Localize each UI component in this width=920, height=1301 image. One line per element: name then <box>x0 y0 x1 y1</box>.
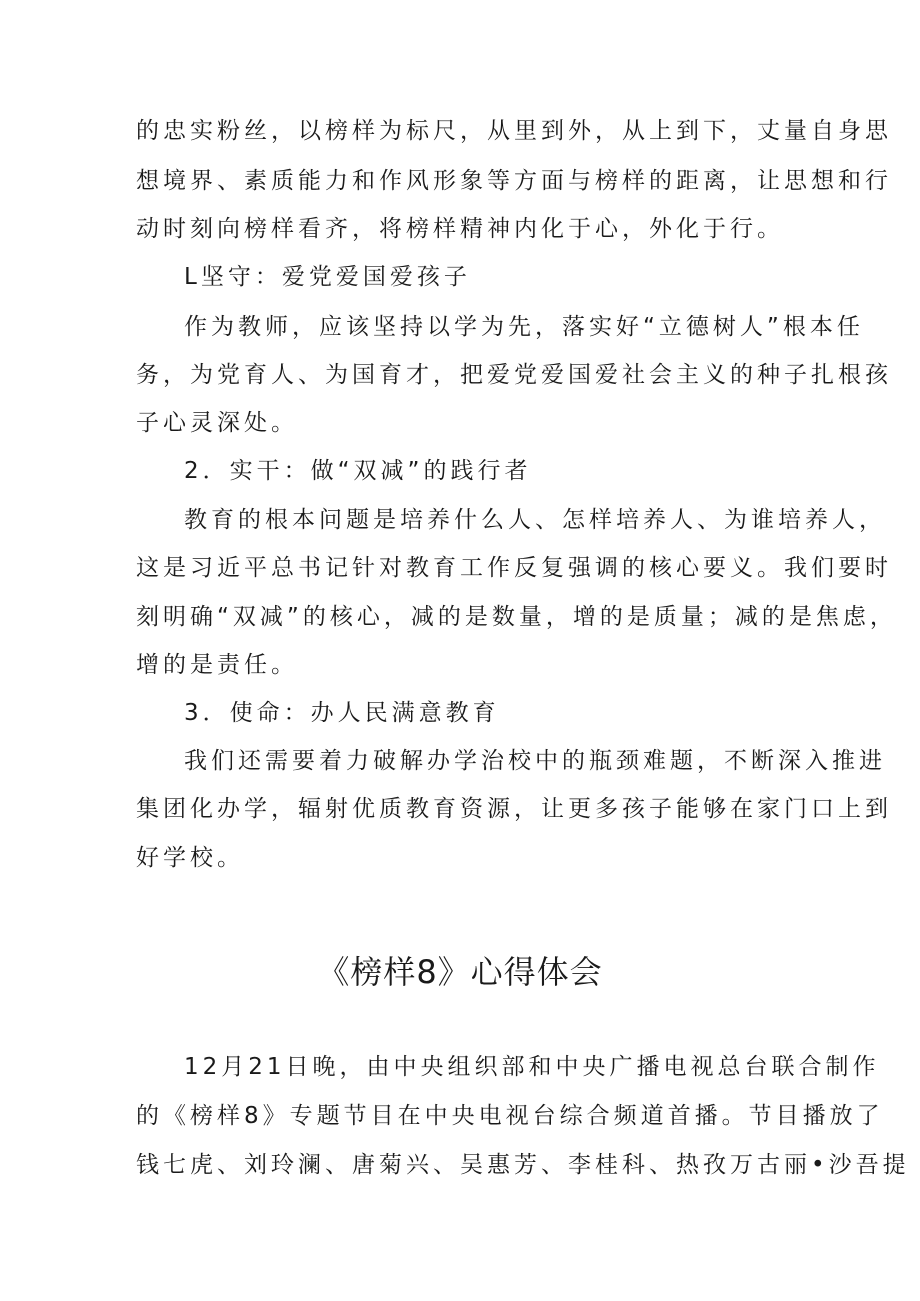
paragraph-line: 想境界、素质能力和作风形象等方面与榜样的距离，让思想和行 <box>136 168 892 194</box>
paragraph-line: 好学校。 <box>136 845 244 871</box>
section-heading-2: 2．实干：做“双减”的践行者 <box>184 458 532 484</box>
paragraph-line: 子心灵深处。 <box>136 410 298 436</box>
paragraph-line: 增的是责任。 <box>136 652 298 678</box>
section-heading-3: 3．使命：办人民满意教育 <box>184 700 500 726</box>
paragraph-line: 的忠实粉丝，以榜样为标尺，从里到外，从上到下，丈量自身思 <box>136 118 892 144</box>
paragraph-line: 作为教师，应该坚持以学为先，落实好“立德树人”根本任 <box>184 314 864 340</box>
paragraph-line: 务，为党育人、为国育才，把爱党爱国爱社会主义的种子扎根孩 <box>136 362 892 388</box>
paragraph-line: 教育的根本问题是培养什么人、怎样培养人、为谁培养人， <box>184 507 886 533</box>
paragraph-line: 动时刻向榜样看齐，将榜样精神内化于心，外化于行。 <box>136 216 784 242</box>
paragraph-line: 集团化办学，辐射优质教育资源，让更多孩子能够在家门口上到 <box>136 796 892 822</box>
paragraph-line: 这是习近平总书记针对教育工作反复强调的核心要义。我们要时 <box>136 555 892 581</box>
paragraph-line: 我们还需要着力破解办学治校中的瓶颈难题，不断深入推进 <box>184 748 886 774</box>
paragraph-line: 钱七虎、刘玲澜、唐菊兴、吴惠芳、李桂科、热孜万古丽•沙吾提 <box>136 1152 910 1178</box>
section-heading-1: L坚守：爱党爱国爱孩子 <box>184 264 471 290</box>
paragraph-line: 的《榜样8》专题节目在中央电视台综合频道首播。节目播放了 <box>136 1103 884 1129</box>
page-title: 《榜样8》心得体会 <box>317 953 603 991</box>
paragraph-line: 刻明确“双减”的核心，减的是数量，增的是质量；减的是焦虑， <box>136 604 897 630</box>
paragraph-line: 12月21日晚，由中央组织部和中央广播电视总台联合制作 <box>184 1054 880 1080</box>
